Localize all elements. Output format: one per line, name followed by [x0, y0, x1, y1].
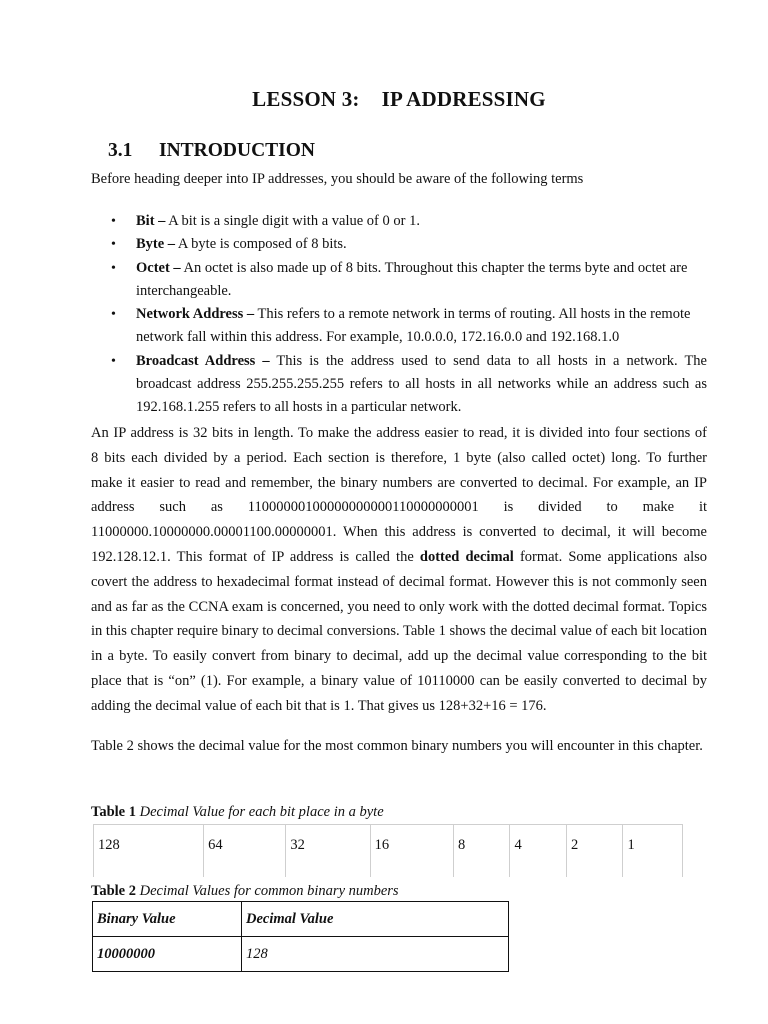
- paragraph-line: An IP address is 32 bits in length. To make the address easier to read, it is divided into four sections of: [91, 425, 707, 441]
- terms-list: [107, 210, 707, 420]
- term-definition: A bit is a single digit with a value of 0 or 1.: [168, 213, 420, 229]
- lesson-label: LESSON 3:: [252, 87, 360, 111]
- table-cell: 1: [623, 825, 683, 878]
- section-title: INTRODUCTION: [159, 140, 316, 161]
- bullet-icon: •: [111, 260, 116, 276]
- page-title: [0, 87, 768, 112]
- table-cell: 64: [204, 825, 286, 878]
- list-item: [107, 303, 707, 350]
- bullet-icon: •: [111, 214, 116, 229]
- table-header-row: [93, 902, 509, 937]
- table-cell: 4: [510, 825, 567, 878]
- table2-intro-paragraph: Table 2 shows the decimal value for the most common binary numbers you will encounter in this chapter.: [91, 738, 703, 754]
- binary-decimal-table: [92, 901, 509, 972]
- term-name: Byte –: [136, 236, 176, 253]
- paragraph-text: 192.128.12.1. This format of IP address is called the: [91, 548, 414, 565]
- table-cell: 8: [453, 825, 510, 878]
- paragraph-text: format. Some applications also covert the address to hexadecimal format instead of decimal format. However this is not commonly seen and as far as the CCNA exam is concerned, you need to only work with the dotted decimal format. Topics in this chapter require binary to decimal conversions. Table 1 shows the decimal value of each bit location in a byte. To easily convert from binary to decimal, add up the decimal value corresponding to the bit place that is “on” (1). For example, a binary value of 10110000 can be easily converted to decimal by adding the decimal value of each bit that is 1. That gives us 128+32+16 = 176.: [91, 548, 708, 714]
- term-name: Network Address –: [136, 306, 255, 323]
- bullet-icon: •: [111, 307, 116, 323]
- paragraph-line: 11000000.10000000.00001100.00000001. When this address is converted to decimal, it will become: [91, 524, 707, 541]
- term-name: Broadcast Address –: [136, 352, 270, 369]
- table-row: [94, 825, 683, 878]
- term-definition: An octet is also made up of 8 bits. Throughout this chapter the terms byte and octet are interchangeable.: [136, 259, 688, 299]
- dotted-decimal-term: dotted decimal: [419, 548, 514, 565]
- table1-label: Table 1: [91, 804, 136, 820]
- section-number: 3.1: [108, 140, 133, 161]
- term-name: Octet –: [136, 259, 181, 276]
- table-cell: 2: [566, 825, 623, 878]
- table-cell: 32: [286, 825, 370, 878]
- paragraph-line: make it easier to read and remember, the binary numbers are converted to decimal. For example, an IP: [91, 474, 707, 491]
- ip-address-paragraph: [91, 421, 707, 719]
- intro-text: Before heading deeper into IP addresses, you should be aware of the following terms: [91, 171, 584, 187]
- table-cell: 128: [242, 937, 509, 972]
- paragraph-line: address such as 11000000100000000000110000000001 is divided to make it: [91, 499, 707, 516]
- list-item: [107, 233, 707, 256]
- lesson-title: IP ADDRESSING: [381, 87, 546, 111]
- table1-caption-text: Decimal Value for each bit place in a byte: [139, 804, 384, 820]
- table2-caption-text: Decimal Values for common binary numbers: [139, 883, 399, 899]
- table-cell: 10000000: [93, 937, 242, 972]
- section-heading: [108, 140, 315, 162]
- header-cell-decimal: Decimal Value: [242, 902, 509, 937]
- bullet-icon: •: [111, 237, 116, 253]
- table-cell: 128: [94, 825, 204, 878]
- list-item: [107, 350, 707, 420]
- header-cell-binary: Binary Value: [93, 902, 242, 937]
- term-definition: This is the address used to send data to all hosts in a network. The broadcast address 255.255.255.255 refers to all hosts in all networks while an address such as 192.168.1.255 refers to all hosts in a particular network.: [136, 352, 707, 416]
- term-name: Bit –: [136, 213, 166, 229]
- table-row: [93, 937, 509, 972]
- table2-label: Table 2: [91, 883, 136, 899]
- table1-caption: [91, 804, 384, 821]
- list-item: [107, 210, 707, 233]
- bullet-icon: •: [111, 353, 116, 369]
- table2-caption: [91, 883, 399, 900]
- term-definition: A byte is composed of 8 bits.: [177, 236, 347, 253]
- list-item: [107, 257, 707, 304]
- term-definition: This refers to a remote network in terms of routing. All hosts in the remote network fall within this address. For example, 10.0.0.0, 172.16.0.0 and 192.168.1.0: [136, 306, 691, 346]
- paragraph-line: 8 bits each divided by a period. Each section is therefore, 1 byte (also called octet) long. To further: [91, 449, 707, 466]
- table-cell: 16: [370, 825, 453, 878]
- bit-value-table: [93, 824, 683, 877]
